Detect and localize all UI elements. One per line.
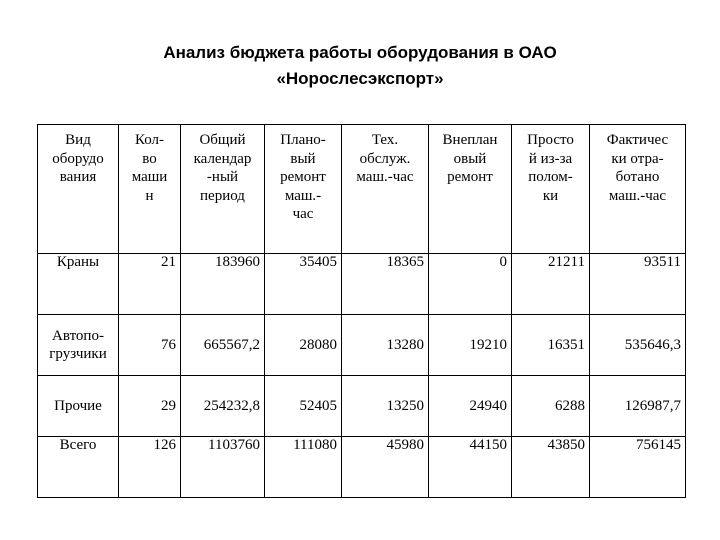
page-title: [0, 40, 720, 92]
table-cell: 35405: [265, 254, 342, 315]
table-cell: 6288: [512, 376, 590, 437]
table-cell: 93511: [590, 254, 686, 315]
table-cell: 254232,8: [181, 376, 265, 437]
table-cell: 111080: [265, 437, 342, 498]
header-machine-count: Кол- во маши н: [119, 125, 181, 254]
row-label: Всего: [38, 437, 119, 498]
header-maintenance: Тех. обслуж. маш.-час: [342, 125, 429, 254]
table-cell: 13280: [342, 315, 429, 376]
title-line-2: «Норослесэкспорт»: [276, 69, 444, 88]
table-cell: 13250: [342, 376, 429, 437]
row-label: Краны: [38, 254, 119, 315]
header-planned-repair: Плано- вый ремонт маш.- час: [265, 125, 342, 254]
table-cell: 126987,7: [590, 376, 686, 437]
table-cell: 535646,3: [590, 315, 686, 376]
title-line-1: Анализ бюджета работы оборудования в ОАО: [163, 43, 557, 62]
header-unplanned-repair: Внеплан овый ремонт: [429, 125, 512, 254]
header-equipment-type: Вид оборудо вания: [38, 125, 119, 254]
table-cell: 44150: [429, 437, 512, 498]
header-calendar-period: Общий календар -ный период: [181, 125, 265, 254]
table-cell: 21: [119, 254, 181, 315]
table-cell: 28080: [265, 315, 342, 376]
table-cell: 1103760: [181, 437, 265, 498]
table-cell: 52405: [265, 376, 342, 437]
table-row: [38, 315, 686, 376]
table-cell: 43850: [512, 437, 590, 498]
table-cell: 24940: [429, 376, 512, 437]
table-cell: 183960: [181, 254, 265, 315]
table-cell: 126: [119, 437, 181, 498]
table-row: [38, 437, 686, 498]
row-label: Автопо- грузчики: [38, 315, 119, 376]
table-cell: 29: [119, 376, 181, 437]
header-actual-hours: Фактичес ки отра- ботано маш.-час: [590, 125, 686, 254]
table-row: [38, 376, 686, 437]
table-cell: 18365: [342, 254, 429, 315]
table-cell: 756145: [590, 437, 686, 498]
table-cell: 76: [119, 315, 181, 376]
table-cell: 665567,2: [181, 315, 265, 376]
table-cell: 19210: [429, 315, 512, 376]
table-row: [38, 254, 686, 315]
header-breakdown-downtime: Просто й из-за полом- ки: [512, 125, 590, 254]
table-cell: 16351: [512, 315, 590, 376]
table-cell: 21211: [512, 254, 590, 315]
budget-table: [37, 124, 686, 498]
row-label: Прочие: [38, 376, 119, 437]
table-cell: 0: [429, 254, 512, 315]
table-cell: 45980: [342, 437, 429, 498]
table-header-row: [38, 125, 686, 254]
